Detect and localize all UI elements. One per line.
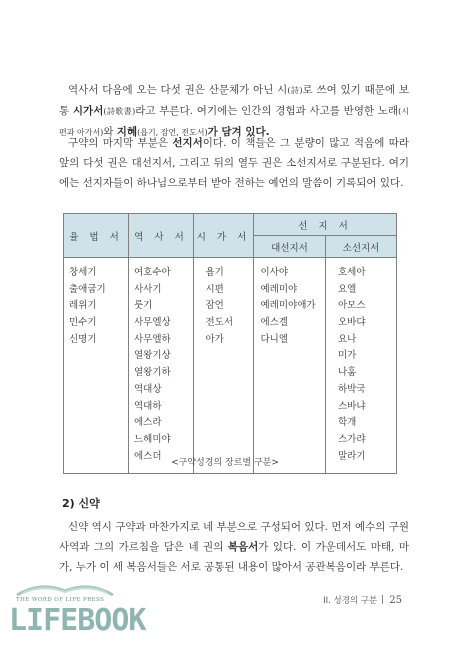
book-name: 학개 [338,417,357,429]
book-name: 역대하 [134,400,162,412]
section-heading-new-testament: 2) 신약 [62,497,100,510]
cell-law-books [64,258,129,474]
book-name: 아가 [205,333,224,345]
book-name: 느헤미야 [134,433,171,445]
logo-wordmark: LIFEBOOK [9,603,146,638]
footer-divider [382,595,383,604]
book-name: 요나 [338,333,357,345]
open-book-icon [13,577,117,597]
book-name: 욥기 [205,267,224,278]
logo-tagline: THE WORD OF LIFE PRESS [16,597,105,603]
header-prophets: 선 지 서 [254,214,397,236]
term-gospels: 복음서 [227,541,259,553]
book-name: 사사기 [134,283,162,295]
book-name: 여호수아 [134,267,171,278]
book-name: 열왕기상 [134,350,171,362]
header-history: 역 사 서 [129,214,194,258]
book-name: 에스겔 [260,317,289,329]
term-wisdom: 지혜 [116,126,138,138]
book-name: 민수기 [69,317,97,329]
book-name: 호세아 [338,267,366,278]
book-name: 다니엘 [260,333,289,345]
header-minor-prophets: 소선지서 [326,236,397,258]
book-name: 역대상 [134,383,162,395]
cell-poetry-books [194,258,254,474]
book-name: 말라기 [338,450,366,462]
term-poetry-books: 시가서 [72,105,104,117]
book-name: 열왕기하 [134,367,171,379]
book-name: 요엘 [338,283,357,295]
header-poetry: 시 가 서 [194,214,254,258]
book-name: 에스라 [134,417,162,429]
book-name: 출애굽기 [69,283,106,295]
term-prophets: 선지서 [172,137,203,149]
book-name: 시편 [205,283,224,295]
page-footer [323,594,402,606]
book-name: 에스더 [134,450,162,462]
book-name: 이사야 [260,267,289,278]
table-caption: <구약성경의 장르별 구분> [171,458,279,468]
chapter-label: II. 성경의 구분 [323,596,378,606]
book-name: 미가 [338,350,357,362]
paragraph-prophets: 구약의 마지막 부분은 선지서이다. 이 책들은 그 분량이 많고 적음에 따라 앞의 다섯 권은 대선지서, 그리고 뒤의 열두 권은 소선지서로 구분된다. 여기에는 선지자들이 하나님으로부터 받아 전하는 예언의 말씀이 기록되어 있다. [59,137,409,189]
paragraph-poetry-books: 역사서 다음에 오는 다섯 권은 산문체가 아닌 시(詩)로 쓰여 있기 때문에 보통 시가서(詩歌書)라고 부른다. 여기에는 인간의 경험과 사고를 반영한 노래(시편과 아가서)와 지혜(욥기, 잠언, 전도서)가 담겨 있다. [59,84,409,138]
book-name: 스바냐 [338,400,366,412]
book-name: 나훔 [338,367,357,379]
book-name: 창세기 [69,267,97,278]
cell-history-books [129,258,194,474]
page-number: 25 [389,595,402,606]
book-name: 사무엘하 [134,333,171,345]
header-major-prophets: 대선지서 [254,236,326,258]
book-name: 아모스 [338,300,366,312]
cell-minor-prophets [326,258,397,474]
book-name: 잠언 [205,300,224,312]
book-name: 전도서 [205,317,234,329]
book-name: 룻기 [134,300,153,312]
book-name: 오바댜 [338,317,366,329]
book-name: 하박국 [338,383,366,395]
book-name: 예레미야 [260,283,298,295]
cell-major-prophets [254,258,326,474]
paragraph-new-testament: 신약 역시 구약과 마찬가지로 네 부분으로 구성되어 있다. 먼저 예수의 구원 사역과 그의 가르침을 담은 네 권의 복음서가 있다. 이 가운데서도 마태, 마가, 누가 이 세 복음서들은 서로 공통된 내용이 많아서 공관복음이라 부른다. [59,521,410,573]
old-testament-genre-table [63,213,397,474]
book-name: 신명기 [69,333,97,345]
publisher-logo [5,575,146,645]
header-law: 율 법 서 [64,214,129,258]
book-name: 사무엘상 [134,317,171,329]
book-name: 레위기 [69,300,97,312]
book-name: 예레미야애가 [260,300,316,312]
book-name: 스가랴 [338,433,366,445]
